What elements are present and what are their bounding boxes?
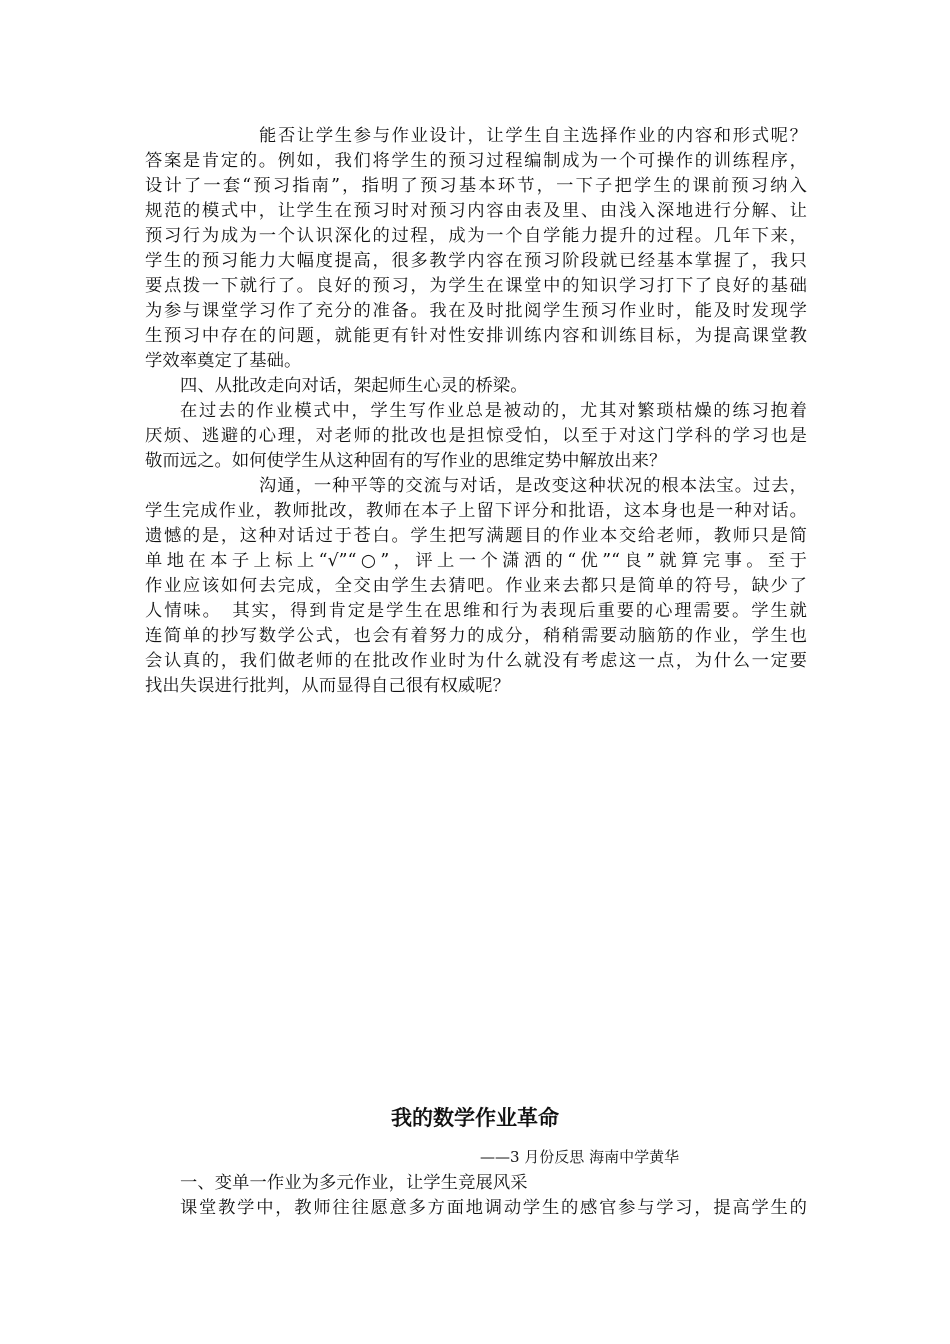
article-title: 我的数学作业革命	[391, 1106, 559, 1130]
paragraph-line: 连简单的抄写数学公式，也会有着努力的成分，稍稍需要动脑筋的作业，学生也	[145, 626, 807, 646]
paragraph-line: 学生的预习能力大幅度提高，很多教学内容在预习阶段就已经基本掌握了，我只	[145, 251, 807, 271]
paragraph-line: 敬而远之。如何使学生从这种固有的写作业的思维定势中解放出来？	[145, 451, 667, 471]
section-heading: 四、从批改走向对话，架起师生心灵的桥梁。	[180, 376, 528, 396]
paragraph-line: 规范的模式中，让学生在预习时对预习内容由表及里、由浅入深地进行分解、让	[145, 201, 807, 221]
section-heading: 一、变单一作业为多元作业，让学生竞展风采	[180, 1173, 528, 1193]
paragraph-line: 能否让学生参与作业设计，让学生自主选择作业的内容和形式呢？	[259, 126, 807, 146]
paragraph-line: 课堂教学中，教师往往愿意多方面地调动学生的感官参与学习，提高学生的	[180, 1198, 807, 1218]
paragraph-line: 设计了一套“预习指南”，指明了预习基本环节，一下子把学生的课前预习纳入	[145, 176, 807, 196]
paragraph-line: 人情味。 其实，得到肯定是学生在思维和行为表现后重要的心理需要。学生就	[145, 601, 807, 621]
paragraph-line: 生预习中存在的问题，就能更有针对性安排训练内容和训练目标，为提高课堂教	[145, 326, 807, 346]
paragraph-line: 预习行为成为一个认识深化的过程，成为一个自学能力提升的过程。几年下来，	[145, 226, 807, 246]
paragraph-line: 找出失误进行批判，从而显得自己很有权威呢？	[145, 676, 511, 696]
paragraph-line: 学效率奠定了基础。	[145, 351, 302, 371]
paragraph-line: 沟通，一种平等的交流与对话，是改变这种状况的根本法宝。过去，	[259, 476, 807, 496]
paragraph-line: 学生完成作业，教师批改，教师在本子上留下评分和批语，这本身也是一种对话。	[145, 501, 807, 521]
paragraph-line: 答案是肯定的。例如，我们将学生的预习过程编制成为一个可操作的训练程序，	[145, 151, 807, 171]
paragraph-line: 在过去的作业模式中，学生写作业总是被动的，尤其对繁琐枯燥的练习抱着	[180, 401, 807, 421]
paragraph-line: 会认真的，我们做老师的在批改作业时为什么就没有考虑这一点，为什么一定要	[145, 651, 807, 671]
paragraph-line: 要点拨一下就行了。良好的预习，为学生在课堂中的知识学习打下了良好的基础	[145, 276, 807, 296]
paragraph-line: 作业应该如何去完成，全交由学生去猜吧。作业来去都只是简单的符号，缺少了	[145, 576, 807, 596]
paragraph-line: 遗憾的是，这种对话过于苍白。学生把写满题目的作业本交给老师，教师只是简	[145, 526, 807, 546]
paragraph-line: 单地在本子上标上“√”“○”，评上一个潇洒的“优”“良”就算完事。至于	[145, 551, 807, 571]
paragraph-line: 为参与课堂学习作了充分的准备。我在及时批阅学生预习作业时，能及时发现学	[145, 301, 807, 321]
article-byline: ——3 月份反思 海南中学黄华	[480, 1148, 680, 1166]
paragraph-line: 厌烦、逃避的心理，对老师的批改也是担惊受怕，以至于对这门学科的学习也是	[145, 426, 807, 446]
